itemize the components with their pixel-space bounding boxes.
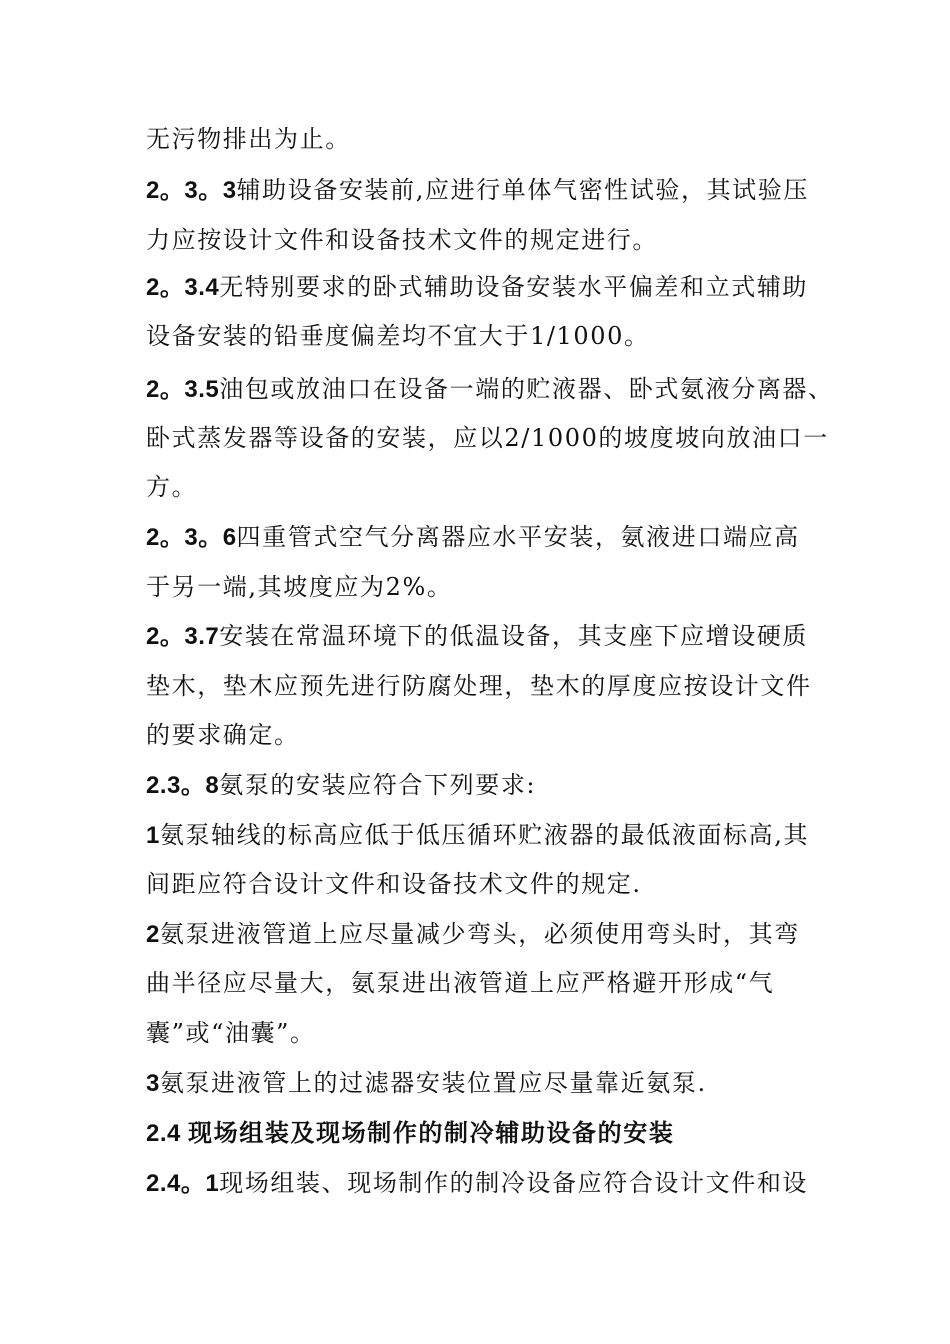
line-text: 垫木，垫木应预先进行防腐处理，垫木的厚度应按设计文件: [146, 672, 812, 700]
clause-number: 2.4。1: [146, 1170, 220, 1197]
text-line-19: [146, 1018, 936, 1049]
text-line-14: [146, 770, 936, 801]
section-number: 2.4: [146, 1120, 189, 1147]
line-text: 无特别要求的卧式辅助设备安装水平偏差和立式辅助: [219, 273, 809, 301]
line-text: 方。: [146, 473, 198, 501]
line-text: 现场组装、现场制作的制冷设备应符合设计文件和设: [219, 1169, 809, 1197]
line-text: 油包或放油口在设备一端的贮液器、卧式氨液分离器、: [219, 375, 834, 403]
line-text: 卧式蒸发器等设备的安装，应以2/1000的坡度坡向放油口一: [146, 424, 829, 452]
clause-number: 2.3。8: [146, 772, 220, 799]
text-line-16: [146, 869, 936, 900]
text-line-4: [146, 272, 936, 303]
clause-number: 1: [146, 822, 160, 849]
clause-number: 3: [146, 1070, 160, 1097]
text-line-13: [146, 720, 936, 751]
clause-number: 2。3.5: [146, 376, 220, 403]
text-line-6: [146, 374, 936, 405]
line-text: 设备安装的铅垂度偏差均不宜大于1/1000。: [146, 322, 650, 350]
clause-number: 2。3。3: [146, 177, 237, 204]
clause-number: 2。3.4: [146, 274, 220, 301]
clause-number: 2。3。6: [146, 524, 237, 551]
text-line-7: [146, 423, 936, 454]
text-line-17: [146, 919, 936, 950]
text-line-11: [146, 621, 936, 652]
line-text: 安装在常温环境下的低温设备，其支座下应增设硬质: [219, 622, 809, 650]
text-line-1: [146, 124, 936, 155]
text-line-12: [146, 671, 936, 702]
text-line-2: [146, 175, 936, 206]
clause-number: 2: [146, 921, 160, 948]
text-line-22: [146, 1168, 936, 1199]
line-text: 四重管式空气分离器应水平安装，氨液进口端应高: [236, 523, 800, 551]
text-line-9: [146, 522, 936, 553]
line-text: 氨泵的安装应符合下列要求:: [219, 771, 537, 799]
clause-number: 2。3.7: [146, 623, 220, 650]
text-line-20: [146, 1068, 936, 1099]
line-text: 氨泵进液管上的过滤器安装位置应尽量靠近氨泵.: [159, 1069, 707, 1097]
text-line-18: [146, 968, 936, 999]
line-text: 囊”或“油囊”。: [146, 1019, 316, 1047]
line-text: 曲半径应尽量大，氨泵进出液管道上应严格避开形成“气: [146, 969, 775, 997]
line-text: 辅助设备安装前,应进行单体气密性试验，其试验压: [236, 176, 809, 204]
line-text: 氨泵进液管道上应尽量减少弯头，必须使用弯头时，其弯: [159, 920, 800, 948]
text-line-8: [146, 472, 936, 503]
line-text: 无污物排出为止。: [146, 125, 351, 153]
text-line-15: [146, 820, 936, 851]
text-line-10: [146, 572, 936, 603]
section-heading: [146, 1118, 936, 1149]
text-line-3: [146, 225, 936, 256]
line-text: 力应按设计文件和设备技术文件的规定进行。: [146, 226, 658, 254]
line-text: 氨泵轴线的标高应低于低压循环贮液器的最低液面标高,其: [159, 821, 810, 849]
section-title: 现场组装及现场制作的制冷辅助设备的安装: [188, 1118, 675, 1147]
line-text: 间距应符合设计文件和设备技术文件的规定.: [146, 870, 642, 898]
line-text: 的要求确定。: [146, 721, 300, 749]
line-text: 于另一端,其坡度应为2%。: [146, 573, 453, 601]
text-line-5: [146, 321, 936, 352]
